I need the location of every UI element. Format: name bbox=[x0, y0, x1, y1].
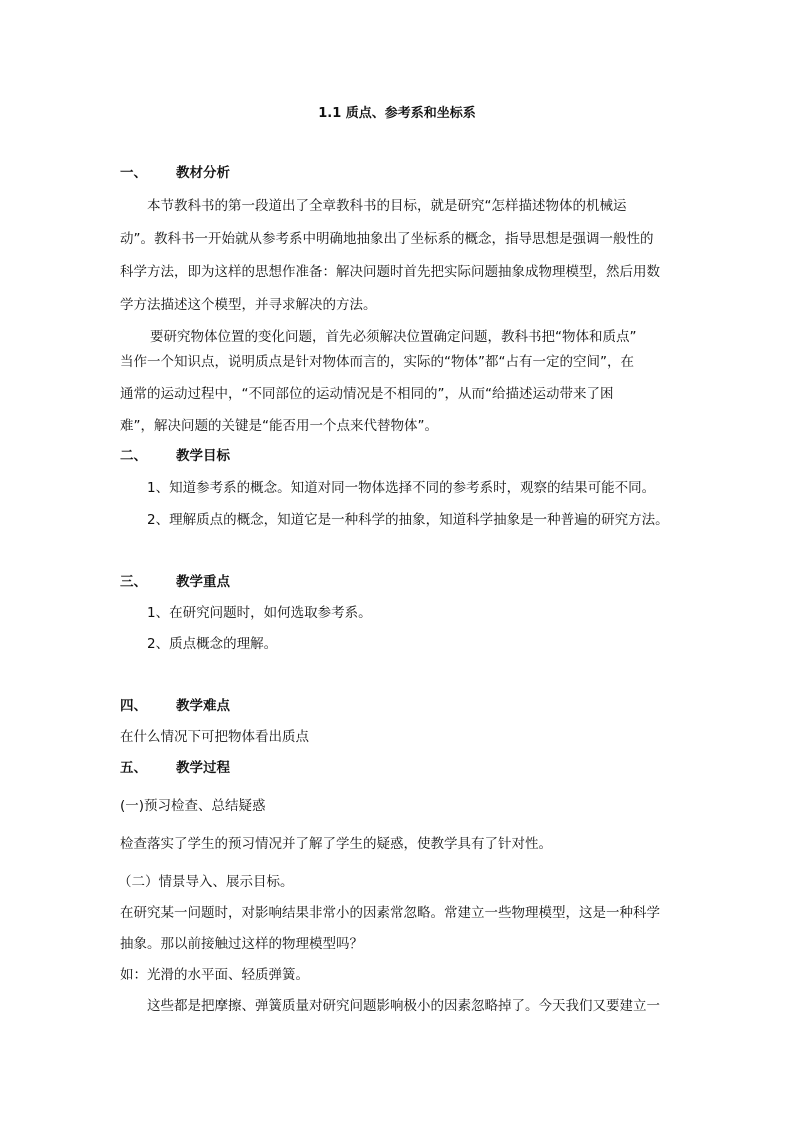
paragraph-line: 本节教科书的第一段道出了全章教科书的目标，就是研究“怎样描述物体的机械运 bbox=[147, 198, 627, 214]
list-item: 2、质点概念的理解。 bbox=[147, 636, 278, 652]
paragraph-line: 当作一个知识点，说明质点是针对物体而言的，实际的“物体”都“占有一定的空间”，在 bbox=[120, 354, 634, 370]
section-4-heading: 教学难点 bbox=[176, 698, 230, 714]
list-item: 1、知道参考系的概念。知道对同一物体选择不同的参考系时，观察的结果可能不同。 bbox=[147, 480, 656, 496]
list-item: 2、理解质点的概念，知道它是一种科学的抽象，知道科学抽象是一种普遍的研究方法。 bbox=[147, 512, 669, 528]
document-title: 1.1 质点、参考系和坐标系 bbox=[318, 106, 476, 121]
paragraph-line: 科学方法，即为这样的思想作准备：解决问题时首先把实际问题抽象成物理模型，然后用数 bbox=[120, 264, 660, 280]
section-1-heading: 教材分析 bbox=[176, 165, 230, 181]
paragraph-line: 难”，解决问题的关键是“能否用一个点来代替物体”。 bbox=[120, 418, 438, 434]
paragraph-line: 动”。教科书一开始就从参考系中明确地抽象出了坐标系的概念，指导思想是强调一般性的 bbox=[120, 231, 654, 247]
paragraph-line: 学方法描述这个模型，并寻求解决的方法。 bbox=[120, 297, 377, 313]
section-1-number: 一、 bbox=[120, 165, 147, 181]
list-item: 1、在研究问题时，如何选取参考系。 bbox=[147, 605, 372, 621]
subsection-heading: (一)预习检查、总结疑惑 bbox=[120, 798, 266, 814]
paragraph-line: 如：光滑的水平面、轻质弹簧。 bbox=[120, 967, 309, 983]
section-5-number: 五、 bbox=[120, 760, 147, 776]
subsection-heading: （二）情景导入、展示目标。 bbox=[118, 874, 294, 890]
section-4-number: 四、 bbox=[120, 698, 147, 714]
paragraph-line: 抽象。那以前接触过这样的物理模型吗？ bbox=[120, 936, 363, 952]
paragraph-line: 在什么情况下可把物体看出质点 bbox=[120, 729, 309, 745]
section-3-heading: 教学重点 bbox=[176, 574, 230, 590]
paragraph-line: 通常的运动过程中，“不同部位的运动情况是不相同的”，从而“给描述运动带来了困 bbox=[120, 386, 614, 402]
paragraph-line: 检查落实了学生的预习情况并了解了学生的疑惑，使教学具有了针对性。 bbox=[120, 836, 552, 852]
section-2-number: 二、 bbox=[120, 448, 147, 464]
section-3-number: 三、 bbox=[120, 574, 147, 590]
paragraph-line: 要研究物体位置的变化问题，首先必须解决位置确定问题，教科书把“物体和质点” bbox=[150, 329, 637, 345]
paragraph-line: 在研究某一问题时，对影响结果非常小的因素常忽略。常建立一些物理模型，这是一种科学 bbox=[120, 905, 660, 921]
section-5-heading: 教学过程 bbox=[176, 760, 230, 776]
paragraph-line: 这些都是把摩擦、弹簧质量对研究问题影响极小的因素忽略掉了。今天我们又要建立一 bbox=[147, 998, 660, 1014]
section-2-heading: 教学目标 bbox=[176, 448, 230, 464]
